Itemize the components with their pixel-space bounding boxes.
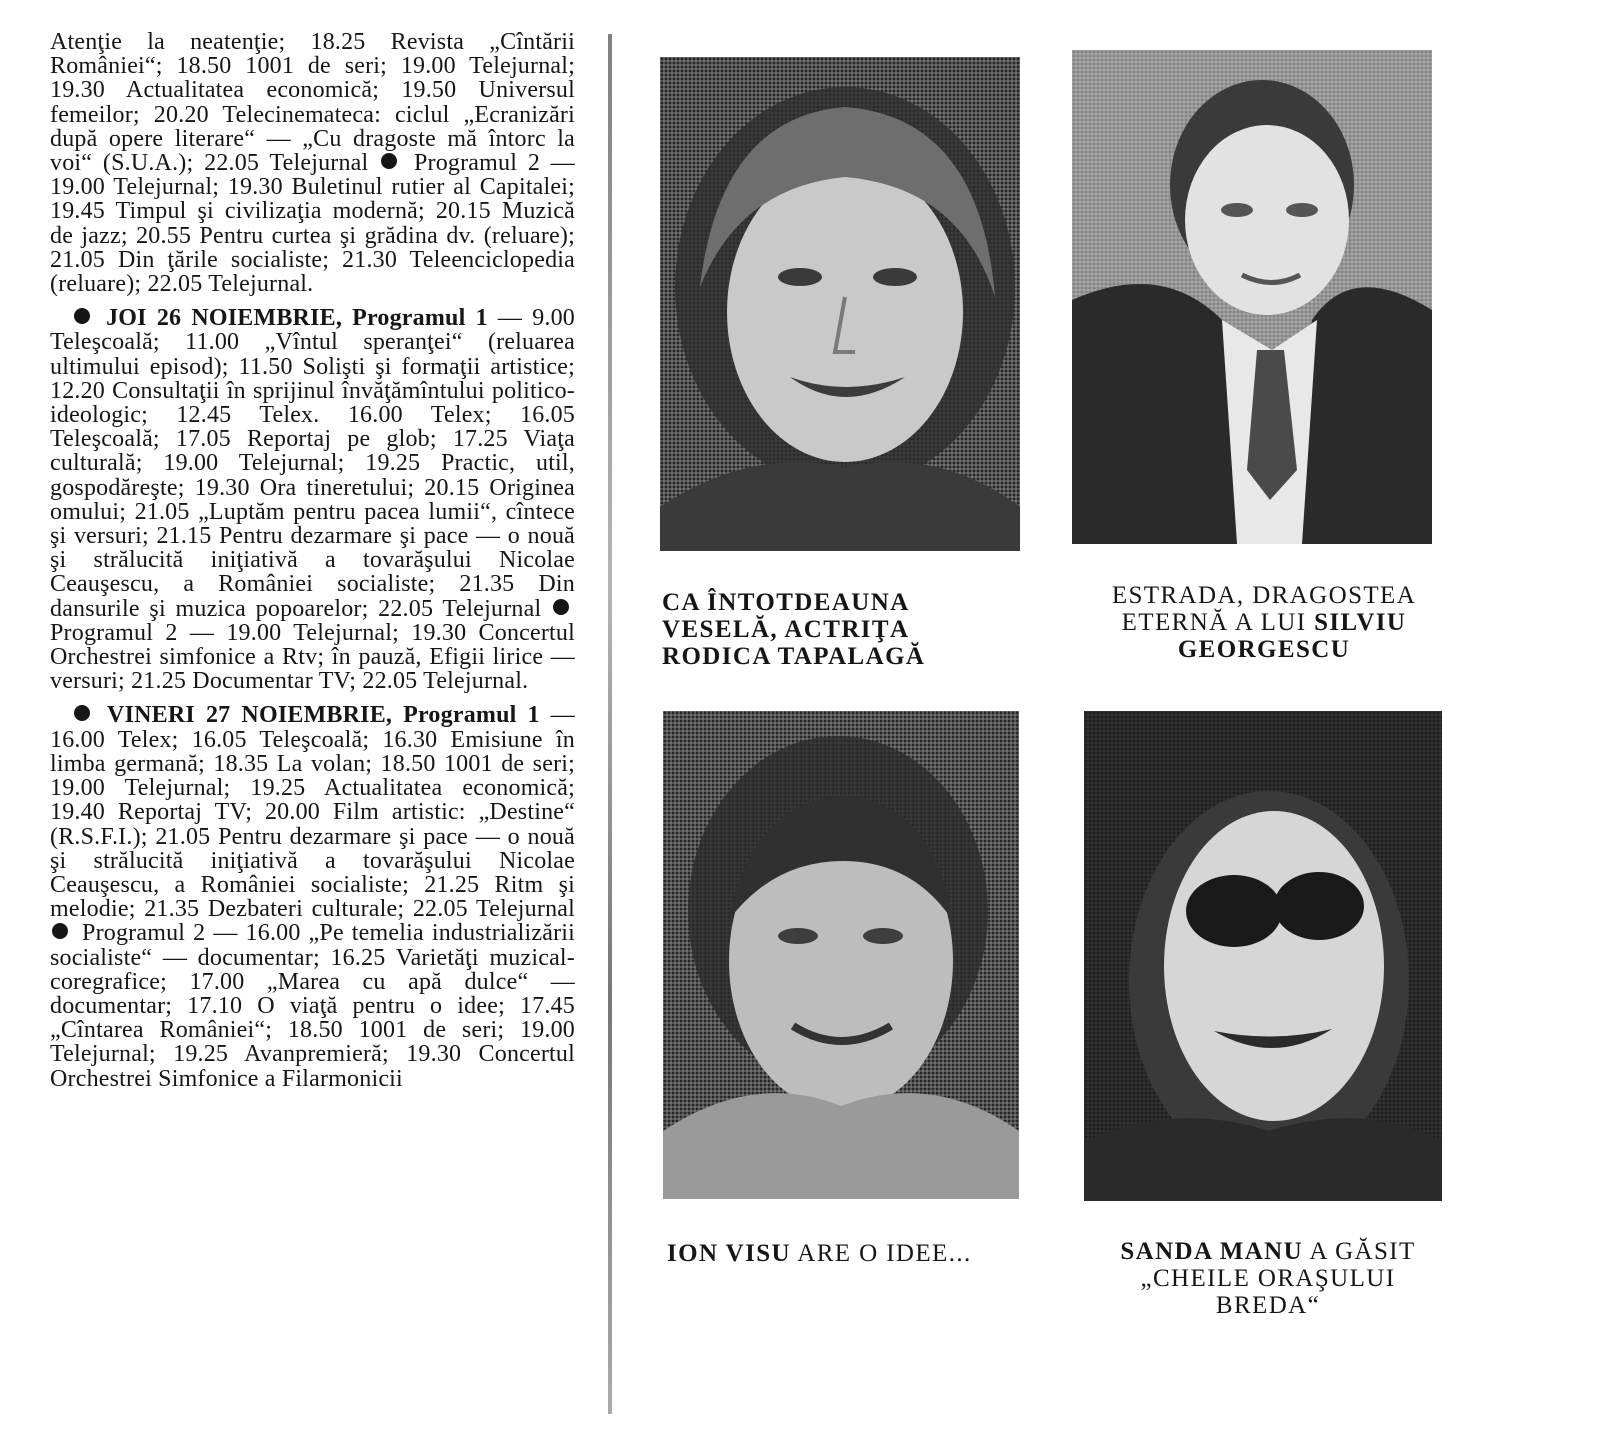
schedule-thursday xyxy=(50,306,575,693)
friday-program-2-text: Programul 2 — 16.00 „Pe temelia industrializării socialiste“ — documentar; 16.25 Varietăţi muzical-coregrafice; 17.00 „Marea cu apă dulce“ — documentar; 17.10 O viaţă pentru o idee; 17.45 „Cîntarea României“; 18.50 1001 de seri; 19.00 Telejurnal; 19.25 Avanpremieră; 19.30 Concertul Orchestrei Simfonice a Filarmonicii xyxy=(50,920,575,1092)
caption-text: A GĂSIT „CHEILE ORAŞULUI BREDA“ xyxy=(1140,1238,1416,1319)
caption-name: SILVIU GEORGESCU xyxy=(1177,609,1407,663)
thursday-program-1-text: — 9.00 Teleşcoală; 11.00 „Vîntul speranţei“ (reluarea ultimului episod); 11.50 Solişti şi formaţii artistice; 12.20 Consultaţii în sprijinul învăţămîntului politico-ideologic; 12.45 Telex. 16.00 Telex; 16.05 Teleşcoală; 17.05 Reportaj pe glob; 17.25 Viaţa culturală; 19.00 Telejurnal; 19.25 Practic, util, gospodăreşte; 19.30 Ora tineretului; 20.15 Originea omului; 21.05 „Luptăm pentru pacea lumii“, cîntece şi versuri; 21.15 Pentru dezarmare şi pace — o nouă şi strălucită iniţiativă a tovarăşului Nicolae Ceauşescu, a României socialiste; 21.35 Din dansurile şi muzica popoarelor; 22.05 Telejurnal xyxy=(50,305,575,622)
portrait-man-smiling-illustration xyxy=(663,711,1019,1199)
bullet-icon xyxy=(553,599,569,615)
wednesday-program-1-text: Atenţie la neatenţie; 18.25 Revista „Cîntării României“; 18.50 1001 de seri; 19.00 Telejurnal; 19.30 Actualitatea economică; 19.50 Universul femeilor; 20.20 Telecinemateca: ciclul „Ecranizări după opere literare“ — „Cu dragoste mă întorc la voi“ (S.U.A.); 22.05 Telejurnal xyxy=(50,30,575,177)
column-divider xyxy=(608,34,612,1414)
caption-text: ESTRADA, DRAGOSTEA ETERNĂ A LUI xyxy=(1111,582,1417,636)
thursday-heading: JOI 26 NOIEMBRIE, Programul 1 xyxy=(106,305,488,332)
caption-name: RODICA TAPALAGĂ xyxy=(662,643,926,670)
caption-text: CA ÎNTOTDEAUNA VESELĂ, ACTRIŢA xyxy=(662,589,910,643)
portrait-woman-smiling-illustration xyxy=(660,57,1020,551)
bullet-icon xyxy=(74,705,90,721)
photo-caption-rodica-tapalaga xyxy=(662,589,1024,670)
tv-schedule-column xyxy=(50,30,575,1430)
portrait-man-in-suit-photo xyxy=(1072,50,1432,544)
caption-name: ION VISU xyxy=(667,1240,791,1267)
photo-caption-silviu-georgescu xyxy=(1079,582,1449,663)
schedule-wednesday-continued xyxy=(50,30,575,296)
caption-name: SANDA MANU xyxy=(1120,1238,1304,1265)
schedule-friday xyxy=(50,703,575,1090)
portrait-man-in-suit-illustration xyxy=(1072,50,1432,544)
thursday-program-2-text: Programul 2 — 19.00 Telejurnal; 19.30 Concertul Orchestrei simfonice a Rtv; în pauză, Efigii lirice — versuri; 21.25 Documentar TV; 22.05 Telejurnal. xyxy=(50,619,575,695)
photo-caption-ion-visu xyxy=(667,1240,1037,1267)
photo-caption-sanda-manu xyxy=(1086,1238,1450,1319)
portrait-woman-smiling-photo xyxy=(660,57,1020,551)
wednesday-program-2-text: Programul 2 — 19.00 Telejurnal; 19.30 Buletinul rutier al Capitalei; 19.45 Timpul şi civilizaţia modernă; 20.15 Muzică de jazz; 20.55 Pentru curtea şi grădina dv. (reluare); 21.05 Din ţările socialiste; 21.30 Teleenciclopedia (reluare); 22.05 Telejurnal. xyxy=(50,150,575,298)
caption-text: ARE O IDEE... xyxy=(797,1240,972,1267)
portrait-man-smiling-photo xyxy=(663,711,1019,1199)
portrait-woman-sunglasses-photo xyxy=(1084,711,1442,1201)
friday-program-1-text: — 16.00 Telex; 16.05 Teleşcoală; 16.30 Emisiune în limba germană; 18.35 La volan; 18.50 1001 de seri; 19.00 Telejurnal; 19.25 Actualitatea economică; 19.40 Reportaj TV; 20.00 Film artistic: „Destine“ (R.S.F.I.); 21.05 Pentru dezarmare şi pace — o nouă şi strălucită iniţiativă a tovarăşului Nicolae Ceauşescu, a României socialiste; 21.25 Ritm şi melodie; 21.35 Dezbateri culturale; 22.05 Telejurnal xyxy=(50,702,575,923)
bullet-icon xyxy=(52,923,68,939)
bullet-icon xyxy=(381,153,397,169)
portrait-woman-sunglasses-illustration xyxy=(1084,711,1442,1201)
friday-heading: VINERI 27 NOIEMBRIE, Programul 1 xyxy=(107,702,540,729)
bullet-icon xyxy=(74,308,90,324)
